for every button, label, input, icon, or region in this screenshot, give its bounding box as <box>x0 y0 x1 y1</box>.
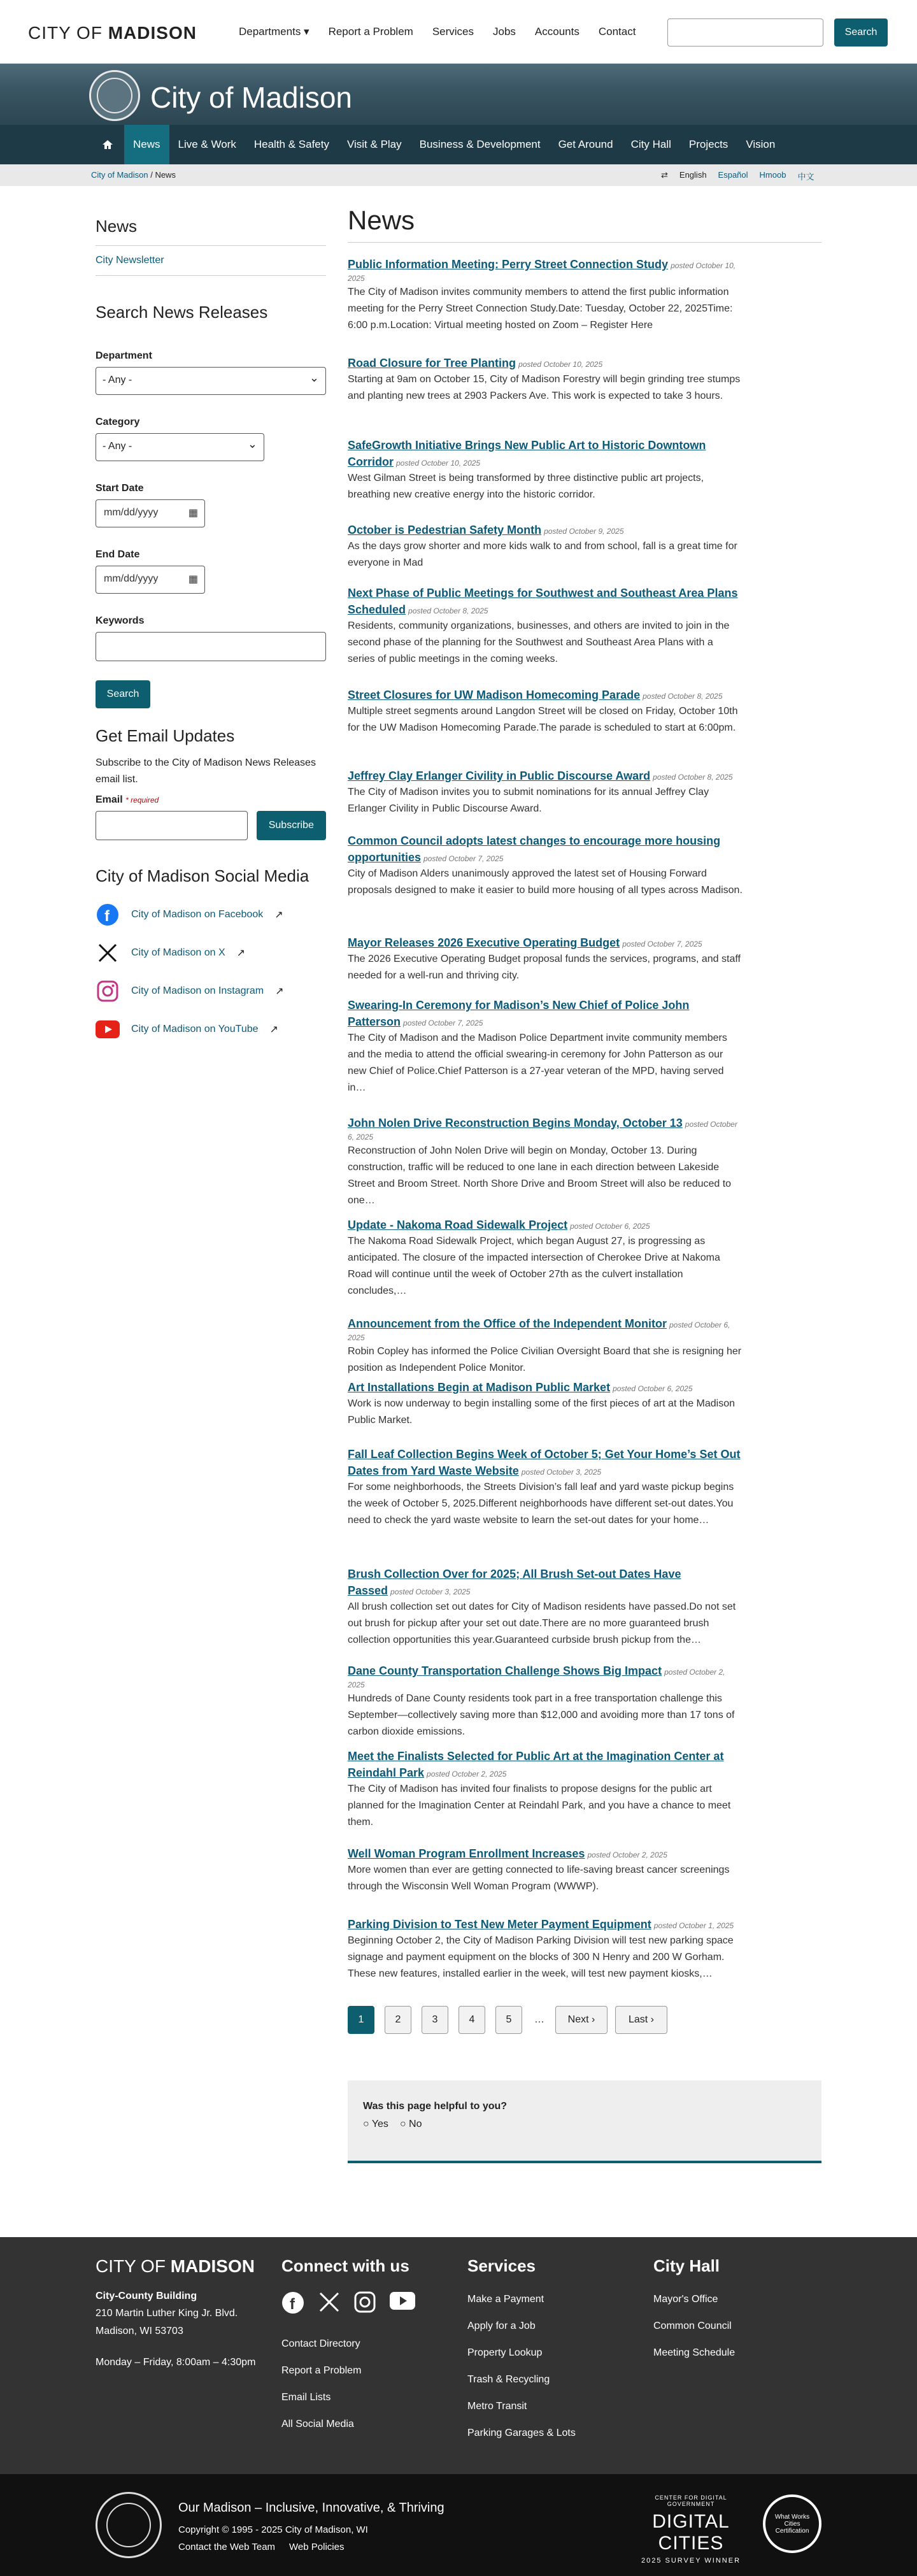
category-select[interactable]: - Any - ⌄ <box>96 433 264 461</box>
newsletter-link[interactable]: City Newsletter <box>96 255 164 266</box>
facebook-link-text[interactable]: City of Madison on Facebook <box>131 909 264 920</box>
next-page-button[interactable]: Next › <box>555 2006 608 2034</box>
page-title: News <box>348 205 415 235</box>
youtube-link-text[interactable]: City of Madison on YouTube <box>131 1024 259 1034</box>
news-item-date: posted October 7, 2025 <box>423 854 504 863</box>
news-item-title[interactable]: Next Phase of Public Meetings for Southwest and Southeast Area Plans Scheduled <box>348 587 738 616</box>
what-works-cities-badge: What Works Cities Certification <box>763 2494 821 2553</box>
page-ellipsis: … <box>534 2014 544 2025</box>
page-title-block <box>348 205 821 243</box>
end-date-label: End Date <box>96 549 140 560</box>
news-item-title[interactable]: Street Closures for UW Madison Homecoming Parade <box>348 689 641 701</box>
news-item-title[interactable]: Well Woman Program Enrollment Increases <box>348 1847 585 1860</box>
main-nav <box>0 125 917 164</box>
news-item-title[interactable]: Update - Nakoma Road Sidewalk Project <box>348 1219 568 1231</box>
news-item-date: posted October 2, 2025 <box>348 1668 725 1689</box>
mainnav-visit-play[interactable]: Visit & Play <box>346 138 402 150</box>
department-label: Department <box>96 350 152 361</box>
news-item-summary: The City of Madison has invited four finalists to propose designs for the public art planned for the Imagination Center at Reindahl Park, and you have a chance to meet them. <box>348 1784 731 1828</box>
footer-cityhall-title: City Hall <box>653 2256 720 2275</box>
footer-mayors-office[interactable]: Mayor's Office <box>653 2294 718 2305</box>
footer-make-payment[interactable]: Make a Payment <box>467 2294 544 2305</box>
city-seal-logo <box>96 2492 162 2558</box>
news-item-date: posted October 9, 2025 <box>544 527 624 536</box>
news-item <box>348 522 743 571</box>
news-item <box>348 437 743 503</box>
news-item-summary: Beginning October 2, the City of Madison Parking Division will test new parking space signage and payment equipment on the blocks of 300 N Henry and 200 W Gorham. These new features, installed earlier in the week, will test new payment kiosks,… <box>348 1935 734 1979</box>
news-item-summary: Starting at 9am on October 15, City of Madison Forestry will begin grinding tree stumps and planting new trees at 2903 Packers Ave. This work is expected to take 3 hours. <box>348 374 741 401</box>
news-item-summary: For some neighborhoods, the Streets Division’s fall leaf and yard waste pickup begins the week of October 5, 2025.Different neighborhoods have different set-out dates.You need to check the yard waste website to learn the set-out dates for your home… <box>348 1482 734 1526</box>
news-item-date: posted October 10, 2025 <box>518 360 603 369</box>
news-item-title[interactable]: John Nolen Drive Reconstruction Begins Monday, October 13 <box>348 1117 683 1129</box>
site-search-input[interactable] <box>667 18 823 47</box>
news-item-summary: The City of Madison and the Madison Police Department invite community members and the media to attend the official swearing-in ceremony for John Patterson as our new Chief of Police.Chief Patterson is a 27-year veteran of the MPD, having served in… <box>348 1033 727 1093</box>
mainnav-vision[interactable]: Vision <box>746 138 776 150</box>
x-icon <box>96 941 120 965</box>
feedback-box <box>348 2080 821 2163</box>
footer-contact-directory[interactable]: Contact Directory <box>281 2338 360 2349</box>
news-item-title[interactable]: Fall Leaf Collection Begins Week of October 5; Get Your Home’s Set Out Dates from Yard Waste Website <box>348 1448 741 1477</box>
news-item-title[interactable]: Common Council adopts latest changes to encourage more housing opportunities <box>348 834 721 864</box>
news-search-form <box>96 303 326 708</box>
translate-icon: ⇄ <box>661 170 668 180</box>
search-news-title: Search News Releases <box>96 303 268 322</box>
news-item-title[interactable]: Meet the Finalists Selected for Public Art at the Imagination Center at Reindahl Park <box>348 1750 724 1779</box>
news-item <box>348 355 743 404</box>
external-link-icon: ↗ <box>274 910 283 920</box>
news-item-title[interactable]: Jeffrey Clay Erlanger Civility in Public Discourse Award <box>348 769 651 782</box>
news-item <box>348 585 743 668</box>
youtube-icon[interactable] <box>390 2291 415 2310</box>
news-item-title[interactable]: Swearing-In Ceremony for Madison’s New Chief of Police John Patterson <box>348 999 690 1028</box>
keywords-input[interactable] <box>96 632 326 661</box>
feedback-question: Was this page helpful to you? <box>363 2101 508 2112</box>
lang-english[interactable]: English <box>679 170 707 180</box>
breadcrumb-current: News <box>155 170 176 180</box>
news-item-title[interactable]: Mayor Releases 2026 Executive Operating Budget <box>348 936 620 949</box>
news-item <box>348 1566 743 1649</box>
news-item-date: posted October 8, 2025 <box>643 692 723 701</box>
language-switcher <box>661 170 814 182</box>
footer-trash-recycling[interactable]: Trash & Recycling <box>467 2374 550 2385</box>
footer-property-lookup[interactable]: Property Lookup <box>467 2347 543 2358</box>
social-title: City of Madison Social Media <box>96 866 309 885</box>
news-item-title[interactable]: SafeGrowth Initiative Brings New Public Art to Historic Downtown Corridor <box>348 439 706 468</box>
breadcrumb <box>0 164 917 186</box>
news-item-date: posted October 6, 2025 <box>570 1222 650 1231</box>
news-item-date: posted October 7, 2025 <box>622 940 702 948</box>
copyright: Copyright © 1995 - 2025 City of Madison, WI <box>178 2524 368 2535</box>
page-5-button[interactable]: 5 <box>495 2006 522 2034</box>
banner <box>0 64 917 125</box>
news-item <box>348 1315 743 1377</box>
bottom-bar <box>0 2474 917 2576</box>
footer-report-problem[interactable]: Report a Problem <box>281 2365 362 2376</box>
youtube-link[interactable] <box>96 1017 326 1041</box>
news-item-summary: The 2026 Executive Operating Budget proposal funds the services, programs, and staff needed for a well-run and thriving city. <box>348 954 741 981</box>
news-item <box>348 1446 743 1529</box>
svg-text:f: f <box>290 2296 295 2313</box>
email-updates <box>96 726 326 840</box>
start-date-label: Start Date <box>96 483 144 494</box>
x-link-text[interactable]: City of Madison on X <box>131 947 225 958</box>
page-2-button[interactable]: 2 <box>385 2006 411 2034</box>
footer-meeting-schedule[interactable]: Meeting Schedule <box>653 2347 736 2358</box>
news-item-date: posted October 3, 2025 <box>390 1587 471 1596</box>
social-media <box>96 866 326 1041</box>
city-seal-logo[interactable] <box>89 70 140 121</box>
required-note: * required <box>125 796 159 805</box>
news-item-title[interactable]: October is Pedestrian Safety Month <box>348 524 542 536</box>
email-updates-title: Get Email Updates <box>96 726 235 745</box>
facebook-icon <box>96 903 120 927</box>
mainnav-city-hall[interactable]: City Hall <box>630 138 671 150</box>
news-item <box>348 1379 743 1429</box>
page-1-button[interactable]: 1 <box>348 2006 374 2034</box>
instagram-link-text[interactable]: City of Madison on Instagram <box>131 985 264 996</box>
news-search-button[interactable]: Search <box>96 680 150 708</box>
footer-common-council[interactable]: Common Council <box>653 2321 732 2331</box>
news-item-summary: The City of Madison invites community members to attend the first public information meeting for the Perry Street Connection Study.Date: Tuesday, October 22, 2025Time: 6:00 p.m.Location: Virtual meeting hosted on Zoom – Register Here <box>348 287 733 331</box>
news-item-date: posted October 1, 2025 <box>653 1921 734 1930</box>
mainnav-health-safety[interactable]: Health & Safety <box>253 138 329 150</box>
mainnav-get-around[interactable]: Get Around <box>558 138 613 150</box>
footer-metro-transit[interactable]: Metro Transit <box>467 2401 527 2412</box>
email-input[interactable] <box>96 811 248 840</box>
news-item-summary: City of Madison Alders unanimously approved the latest set of Housing Forward proposals designed to make it easier to build more housing of all types across Madison. <box>348 868 743 896</box>
site-search-button[interactable]: Search <box>834 18 888 47</box>
news-item-summary: Hundreds of Dane County residents took part in a free transportation challenge this September—collectively saving more than $12,000 and avoiding more than 17 tons of carbon dioxide emissions. <box>348 1693 735 1737</box>
banner-title[interactable]: City of Madison <box>150 81 353 114</box>
news-item-title[interactable]: Public Information Meeting: Perry Street Connection Study <box>348 258 669 271</box>
footer-hours: Monday – Friday, 8:00am – 4:30pm <box>96 2357 256 2368</box>
news-item-summary: As the days grow shorter and more kids walk to and from school, fall is a great time for everyone in Mad <box>348 541 737 568</box>
page-3-button[interactable]: 3 <box>422 2006 448 2034</box>
lang-chinese[interactable]: 中文 <box>797 172 814 182</box>
news-item <box>348 1663 743 1740</box>
external-link-icon: ↗ <box>236 948 246 959</box>
news-item-summary: Work is now underway to begin installing some of the first pieces of art at the Madison Public Market. <box>348 1398 736 1426</box>
nav-report-problem[interactable]: Report a Problem <box>328 25 413 38</box>
digital-cities-badge: CENTER FOR DIGITAL GOVERNMENT DIGITAL CITIES 2025 SURVEY WINNER <box>641 2494 741 2565</box>
lang-espanol[interactable]: Español <box>718 170 748 180</box>
footer-apply-job[interactable]: Apply for a Job <box>467 2321 536 2331</box>
email-updates-text: Subscribe to the City of Madison News Releases email list. <box>96 757 316 785</box>
department-select[interactable]: - Any - ⌄ <box>96 367 326 395</box>
news-item-summary: All brush collection set out dates for City of Madison residents have passed.Do not set out brush for pickup after your set out date.There are no more guaranteed brush collection opportunities this year.Guaranteed curbside brush pickup from the… <box>348 1601 736 1645</box>
email-label: Email <box>96 794 123 805</box>
category-label: Category <box>96 417 140 427</box>
news-item-summary: More women than ever are getting connected to life-saving breast cancer screenings through the Wisconsin Well Woman Program (WWWP). <box>348 1864 730 1892</box>
news-item <box>348 1748 743 1831</box>
breadcrumb-home[interactable]: City of Madison <box>91 170 148 180</box>
news-item-date: posted October 10, 2025 <box>348 261 736 283</box>
youtube-icon <box>96 1017 120 1041</box>
news-item-date: posted October 6, 2025 <box>613 1384 693 1393</box>
news-item-date: posted October 2, 2025 <box>587 1850 667 1859</box>
subscribe-button[interactable]: Subscribe <box>257 811 326 840</box>
news-item <box>348 1115 743 1209</box>
breadcrumb-sep: / <box>148 170 155 180</box>
mainnav-news[interactable]: News <box>124 125 169 164</box>
external-link-icon: ↗ <box>275 986 284 997</box>
news-item-title[interactable]: Announcement from the Office of the Independent Monitor <box>348 1317 667 1330</box>
news-item <box>348 1217 743 1299</box>
news-item-summary: The Nakoma Road Sidewalk Project, which began August 27, is progressing as anticipated. The closure of the impacted intersection of Cherokee Drive at Nakoma Road will continue until the week of October 27th as the culvert installation concludes,… <box>348 1236 720 1296</box>
contact-web-team-link[interactable]: Contact the Web Team <box>178 2542 276 2552</box>
news-item-date: posted October 8, 2025 <box>653 773 733 782</box>
news-item <box>348 833 743 899</box>
facebook-link[interactable] <box>96 903 326 927</box>
nav-contact[interactable]: Contact <box>598 25 636 38</box>
nav-accounts[interactable]: Accounts <box>534 25 579 38</box>
sidebar-news-title: News <box>96 217 138 236</box>
mainnav-live-work[interactable]: Live & Work <box>178 138 236 150</box>
footer-building: City-County Building <box>96 2291 197 2301</box>
lang-hmoob[interactable]: Hmoob <box>759 170 786 180</box>
news-item-summary: The City of Madison invites you to submit nominations for its annual Jeffrey Clay Erlanger Civility in Public Discourse Award. <box>348 787 709 814</box>
top-nav <box>239 25 636 38</box>
facebook-icon[interactable] <box>281 2291 304 2314</box>
news-item-summary: Residents, community organizations, businesses, and others are invited to join in the second phase of the planning for the Southwest and Southeast Area Plans with a series of public meetings in the coming weeks. <box>348 620 730 664</box>
nav-departments[interactable]: Departments ▾ <box>239 25 309 38</box>
news-item-title[interactable]: Art Installations Begin at Madison Public Market <box>348 1381 611 1394</box>
news-item-date: posted October 8, 2025 <box>408 606 488 615</box>
news-item-title[interactable]: Road Closure for Tree Planting <box>348 357 516 369</box>
news-item-date: posted October 7, 2025 <box>403 1019 483 1027</box>
footer-all-social[interactable]: All Social Media <box>281 2419 354 2429</box>
news-item <box>348 1916 743 1982</box>
web-policies-link[interactable]: Web Policies <box>289 2542 345 2552</box>
news-item <box>348 997 743 1096</box>
mainnav-projects[interactable]: Projects <box>688 138 729 150</box>
page-4-button[interactable]: 4 <box>458 2006 485 2034</box>
instagram-icon <box>96 979 120 1003</box>
start-date-input[interactable]: mm/dd/yyyy ▦ <box>96 499 205 527</box>
news-item-title[interactable]: Brush Collection Over for 2025; All Brush Set-out Dates Have Passed <box>348 1568 681 1597</box>
news-item-date: posted October 6, 2025 <box>348 1120 737 1141</box>
last-page-button[interactable]: Last › <box>615 2006 667 2034</box>
news-item-date: posted October 3, 2025 <box>521 1468 602 1477</box>
nav-services[interactable]: Services <box>432 25 474 38</box>
footer-services-title: Services <box>467 2256 536 2275</box>
external-link-icon: ↗ <box>269 1024 278 1035</box>
feedback-yes-radio[interactable]: ○ Yes <box>363 2119 388 2129</box>
news-item-date: posted October 6, 2025 <box>348 1320 730 1342</box>
news-item-title[interactable]: Dane County Transportation Challenge Shows Big Impact <box>348 1664 662 1677</box>
footer-address1: 210 Martin Luther King Jr. Blvd. <box>96 2308 238 2319</box>
x-icon[interactable] <box>318 2291 340 2313</box>
news-item <box>348 256 743 334</box>
footer-connect-title: Connect with us <box>281 2256 409 2275</box>
news-item-date: posted October 2, 2025 <box>427 1770 507 1778</box>
news-item-summary: West Gilman Street is being transformed by three distinctive public art projects, breathing new creative energy into the historic corridor. <box>348 473 704 500</box>
footer-logo[interactable]: CITY OF MADISON <box>96 2256 255 2276</box>
footer-email-lists[interactable]: Email Lists <box>281 2392 331 2403</box>
news-item <box>348 768 743 817</box>
news-item <box>348 687 743 736</box>
home-icon[interactable] <box>91 125 124 164</box>
tagline: Our Madison – Inclusive, Innovative, & Thriving <box>178 2501 444 2515</box>
mainnav-business[interactable]: Business & Development <box>419 138 541 150</box>
news-item <box>348 1845 743 1895</box>
instagram-link[interactable] <box>96 979 326 1003</box>
end-date-input[interactable]: mm/dd/yyyy ▦ <box>96 566 205 594</box>
feedback-no-radio[interactable]: ○ No <box>399 2119 422 2129</box>
news-item-summary: Robin Copley has informed the Police Civilian Oversight Board that she is resigning her position as Independent Police Monitor. <box>348 1346 742 1373</box>
sidebar <box>96 217 326 276</box>
footer-parking[interactable]: Parking Garages & Lots <box>467 2428 576 2438</box>
footer-address2: Madison, WI 53703 <box>96 2326 183 2336</box>
svg-text:f: f <box>104 908 110 925</box>
footer <box>0 2237 917 2474</box>
news-item-date: posted October 10, 2025 <box>396 459 481 468</box>
keywords-label: Keywords <box>96 615 145 626</box>
news-item <box>348 934 743 984</box>
nav-jobs[interactable]: Jobs <box>493 25 516 38</box>
x-link[interactable] <box>96 941 326 965</box>
top-header <box>0 0 917 64</box>
news-item-title[interactable]: Parking Division to Test New Meter Payment Equipment <box>348 1918 651 1931</box>
news-item-summary: Multiple street segments around Langdon Street will be closed on Friday, October 10th for the UW Madison Homecoming Parade.The parade is scheduled to start at 6:00pm. <box>348 706 738 733</box>
instagram-icon[interactable] <box>354 2291 376 2313</box>
site-logo[interactable]: CITY OF MADISON <box>28 23 197 43</box>
news-item-summary: Reconstruction of John Nolen Drive will begin on Monday, October 13. During construction, traffic will be reduced to one lane in each direction between Lakeside Street and Broom Street. North Shore Drive and Broom Street will also be reduced to one… <box>348 1145 732 1206</box>
